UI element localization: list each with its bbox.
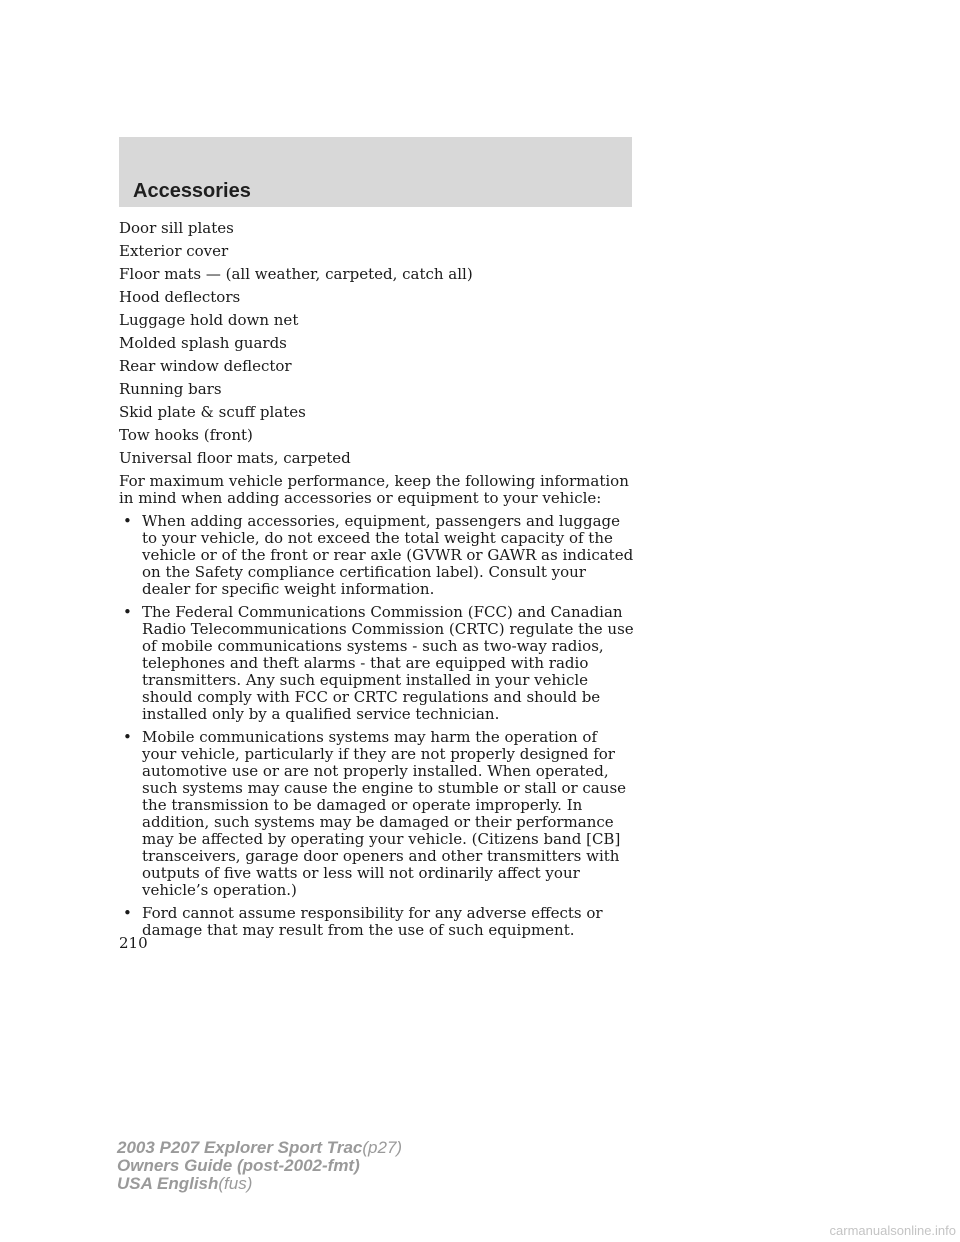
page-content — [119, 220, 634, 945]
footer-line-language — [117, 1175, 402, 1193]
bullet-item — [119, 905, 634, 939]
footer-language: USA English — [117, 1174, 219, 1193]
accessory-item: Molded splash guards — [119, 334, 287, 352]
intro-paragraph: For maximum vehicle performance, keep the following information in mind when adding accessories or equipment to your vehicle: — [119, 472, 629, 507]
section-title: Accessories — [133, 180, 251, 202]
document-footer — [117, 1139, 402, 1193]
bullet-icon: • — [123, 904, 132, 922]
footer-guide: Owners Guide (post-2002-fmt) — [117, 1156, 360, 1175]
bullet-icon: • — [123, 512, 132, 530]
bullet-text: Ford cannot assume responsibility for any adverse effects or damage that may result from the use of such equipment. — [142, 904, 603, 939]
bullet-text: Mobile communications systems may harm the operation of your vehicle, particularly if they are not properly designed for automotive use or are not properly installed. When operated, such systems may cause the engine to stumble or stall or cause the transmission to be damaged or operate improperly. In addition, such systems may be damaged or their performance may be affected by operating your vehicle. (Citizens band [CB] transceivers, garage door openers and other transmitters with outputs of five watts or less will not ordinarily affect your vehicle’s operation.) — [142, 728, 627, 899]
bullet-list — [119, 513, 634, 939]
bullet-icon: • — [123, 603, 132, 621]
accessory-item: Running bars — [119, 380, 222, 398]
footer-model-code: (p27) — [362, 1138, 403, 1157]
accessory-item: Rear window deflector — [119, 357, 292, 375]
footer-language-code: (fus) — [218, 1174, 253, 1193]
accessory-item: Door sill plates — [119, 219, 234, 237]
bullet-text: The Federal Communications Commission (FCC) and Canadian Radio Telecommunications Commission (CRTC) regulate the use of mobile communications systems - such as two-way radios, telephones and theft alarms - that are equipped with radio transmitters. Any such equipment installed in your vehicle should comply with FCC or CRTC regulations and should be installed only by a qualified service technician. — [142, 603, 634, 723]
bullet-item — [119, 604, 634, 723]
accessory-item: Hood deflectors — [119, 288, 241, 306]
accessory-item: Floor mats — (all weather, carpeted, catch all) — [119, 265, 473, 283]
footer-line-guide — [117, 1157, 402, 1175]
bullet-item — [119, 729, 634, 899]
accessory-item: Exterior cover — [119, 242, 229, 260]
bullet-icon: • — [123, 728, 132, 746]
bullet-item — [119, 513, 634, 598]
watermark: carmanualsonline.info — [829, 1223, 956, 1238]
footer-model: 2003 P207 Explorer Sport Trac — [117, 1138, 363, 1157]
footer-line-model — [117, 1139, 402, 1157]
accessory-list — [119, 220, 634, 467]
accessory-item: Skid plate & scuff plates — [119, 403, 306, 421]
section-header-band — [119, 137, 632, 207]
bullet-text: When adding accessories, equipment, passengers and luggage to your vehicle, do not exceed the total weight capacity of the vehicle or of the front or rear axle (GVWR or GAWR as indicated on the Safety compliance certification label). Consult your dealer for specific weight information. — [142, 512, 634, 598]
accessory-item: Luggage hold down net — [119, 311, 299, 329]
accessory-item: Tow hooks (front) — [119, 426, 253, 444]
page-number: 210 — [119, 934, 148, 952]
accessory-item: Universal floor mats, carpeted — [119, 449, 351, 467]
